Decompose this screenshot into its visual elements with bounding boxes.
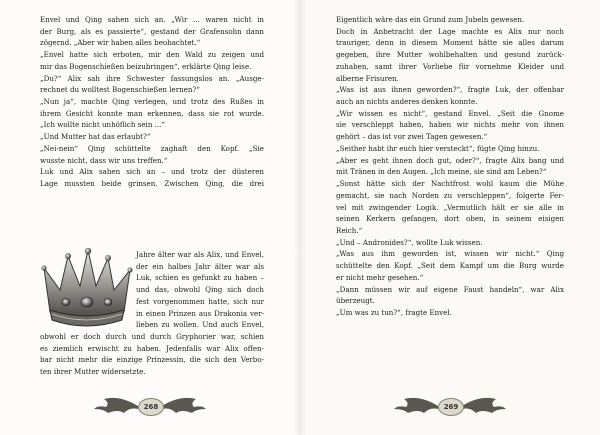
text-line: Jahre älter war als Alix, und Envel, bbox=[136, 250, 264, 259]
text-line: gehört – das ist vor zwei Tagen gewesen.“ bbox=[336, 132, 488, 142]
text-line: der Burg, als es passierte“, gestand der Grafensohn dann bbox=[40, 26, 264, 36]
text-line: „Und – Andronides?“, wollte Luk wissen. bbox=[336, 237, 483, 247]
text-line: es ziemlich erwischt zu haben. Jedenfalls war Alix offen- bbox=[40, 343, 264, 353]
text-line: auch an nichts anderes denken konnte. bbox=[336, 97, 478, 107]
text-line: schüttelte den Kopf. „Seit dem Kampf um die Burg wurde bbox=[336, 261, 564, 271]
text-line: zuhaben, samt ihrer Vorliebe für vornehme Kleider und bbox=[336, 61, 564, 71]
text-line: „Ich wollte nicht unhöflich sein ...“ bbox=[40, 120, 166, 130]
page-number-ornament bbox=[390, 393, 510, 419]
text-line: fest vorgenommen hatte, sich nur bbox=[136, 296, 264, 306]
text-line: seinen Kerkern gefangen, dort oben, in seinem eisigen bbox=[336, 214, 564, 224]
text-line: „Nei-nein“ Qing schüttelte zaghaft den Kopf. „Sie bbox=[40, 143, 264, 153]
text-line: zögernd. „Aber wir haben alles beobachtet.“ bbox=[40, 38, 201, 48]
text-line: „Was aus ihm geworden ist, wissen wir nicht.“ Qing bbox=[336, 249, 564, 259]
text-line: überzeugt. bbox=[336, 296, 375, 306]
left-text-wrap bbox=[136, 249, 264, 331]
left-text-top bbox=[40, 14, 264, 190]
text-line: lieben zu wollen. Und auch Envel, bbox=[136, 320, 264, 330]
page-number: 268 bbox=[138, 398, 164, 416]
book-gutter bbox=[294, 0, 306, 435]
text-line: ihrem Gesicht konnte man erkennen, dass sie rot wurde. bbox=[40, 108, 264, 118]
text-line: „Sonst hätte sich der Nachtfrost wohl kaum die Mühe bbox=[336, 179, 564, 189]
text-line: „Nun ja“, machte Qing verlegen, und trotz des Rußes in bbox=[40, 97, 264, 107]
text-line: vel mit zwingender Logik. „Vermutlich hält er sie alle in bbox=[336, 202, 564, 212]
text-line: „Seither habt ihr euch hier versteckt“, fügte Qing hinzu. bbox=[336, 143, 540, 153]
text-line: ten ihrer Mutter widersetzte. bbox=[40, 367, 146, 377]
text-line: trauriger, denn in diesem Moment hätte sie alles darum bbox=[336, 38, 564, 48]
text-line: Doch in Anbetracht der Lage machte es Alix nur noch bbox=[336, 26, 564, 36]
text-line: der ein halbes Jahr älter war als bbox=[136, 261, 264, 271]
text-line: „Dann müssen wir auf eigene Faust handeln“, war Alix bbox=[336, 284, 564, 294]
text-line: „Du?“ Alix sah ihre Schwester fassungslos an. „Ausge- bbox=[40, 73, 264, 83]
text-line: „Und Mutter hat das erlaubt?“ bbox=[40, 132, 151, 142]
page-number-ornament bbox=[90, 393, 210, 419]
text-line: er nicht mehr gesehen.“ bbox=[336, 272, 424, 282]
text-line: alberne Frisuren. bbox=[336, 73, 399, 83]
page-number: 269 bbox=[438, 398, 464, 416]
crown-illustration bbox=[38, 248, 134, 330]
text-line: „Wir wissen es nicht“, gestand Envel. „Seit die Gnome bbox=[336, 108, 564, 118]
left-text-bottom bbox=[40, 331, 264, 378]
text-line: in einen Prinzen aus Drakonia ver- bbox=[136, 308, 264, 318]
text-line: sie verschleppt haben, haben wir nichts mehr von ihnen bbox=[336, 120, 564, 130]
text-line: obwohl er doch durch und durch Gryphorier war, schien bbox=[40, 332, 264, 341]
text-line: Luk, schien es gefunkt zu haben – bbox=[136, 273, 264, 283]
text-line: „Aber es geht ihnen doch gut, oder?“, fragte Alix bang und bbox=[336, 155, 564, 165]
right-page bbox=[300, 0, 600, 435]
text-line: wusste nicht, dass wir uns treffen.“ bbox=[40, 155, 168, 165]
text-line: gemacht, sie nach Norden zu verschleppen“, folgerte Fer- bbox=[336, 190, 564, 200]
text-line: „Was ist aus ihnen geworden?“, fragte Luk, der offenbar bbox=[336, 85, 564, 95]
text-line: „Um was zu tun?“, fragte Envel. bbox=[336, 307, 452, 317]
text-line: mit Tränen in den Augen. „Ich meine, sie sind am Leben?“ bbox=[336, 167, 547, 177]
text-line: Reich.“ bbox=[336, 225, 363, 235]
text-line: bar nicht mehr die einzige Prinzessin, die sich den Verbo- bbox=[40, 355, 264, 365]
right-text bbox=[336, 14, 564, 319]
text-line: Eigentlich wäre das ein Grund zum Jubeln gewesen. bbox=[336, 15, 525, 24]
text-line: und das, obwohl Qing sich doch bbox=[136, 285, 264, 295]
text-line: Lage mussten beide grinsen. Zwischen Qing, die drei bbox=[40, 179, 264, 189]
text-line: „Envel hatte sich erboten, mir den Wald zu zeigen und bbox=[40, 50, 264, 60]
text-line: Luk und Alix sahen sich an – und trotz der düsteren bbox=[40, 167, 264, 177]
text-line: mir das Bogenschießen beizubringen“, erklärte Qing leise. bbox=[40, 61, 252, 71]
text-line: rechnet du wolltest Bogenschießen lernen?“ bbox=[40, 85, 200, 95]
text-line: Envel und Qing sahen sich an. „Wir ... waren nicht in bbox=[40, 15, 264, 24]
text-line: gegeben, ihre Mutter wohlbehalten und gesund zurück- bbox=[336, 50, 564, 60]
